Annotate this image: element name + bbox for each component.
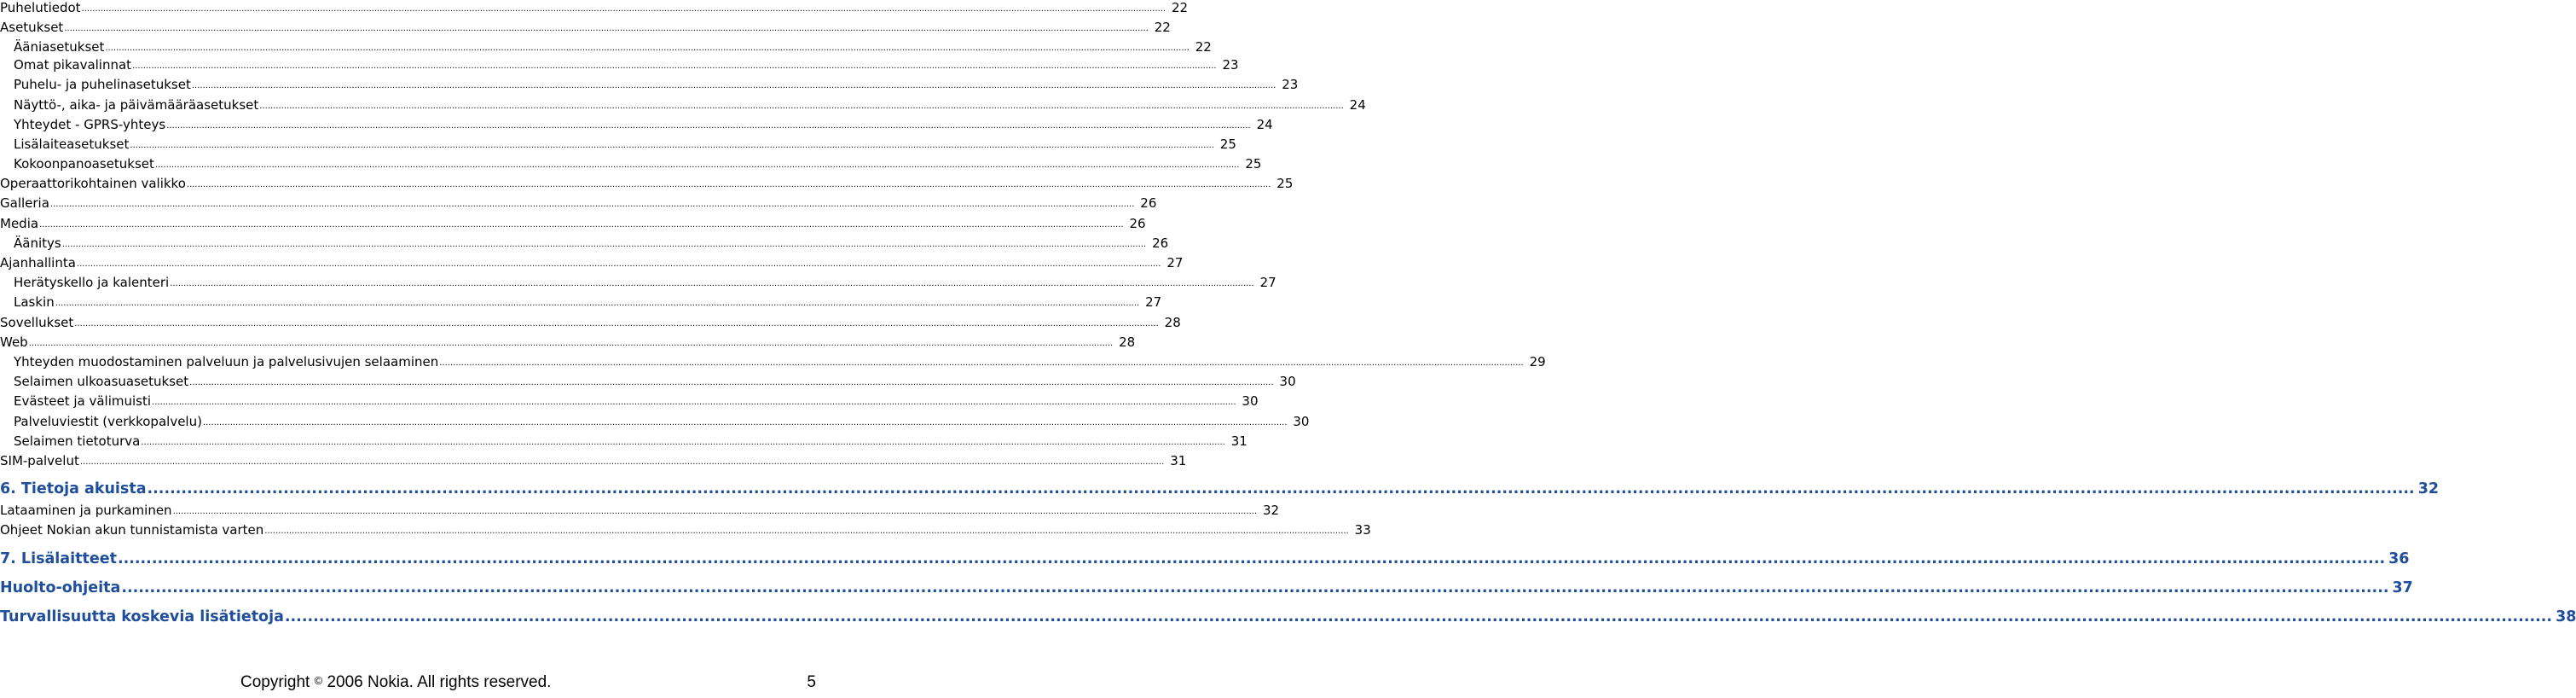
toc-dot-leader: ................................................................................................................................................................................................................................................................................................................................................................................................................ — [152, 398, 1236, 407]
toc-entry-title: Selaimen ulkoasuasetukset — [14, 374, 189, 389]
copyright-footer — [240, 673, 551, 692]
toc-entry-title: SIM-palvelut — [0, 453, 79, 468]
toc-dot-leader: ................................................................................................................................................................................................................................................................................................................................................................................................................ — [64, 24, 1149, 33]
toc-dot-leader: ................................................................................................................................................................................................................................................................................................................................................................................................................ — [186, 180, 1271, 189]
toc-entry — [0, 137, 1236, 152]
toc-entry — [0, 334, 1136, 350]
toc-chapter-entry — [0, 608, 2576, 625]
toc-dot-leader: ................................................................................................................................................................................................................................................................................................................................................................................................................ — [105, 44, 1190, 53]
toc-entry — [0, 354, 1546, 369]
toc-entry — [0, 176, 1294, 191]
toc-entry-title: Puhelutiedot — [0, 0, 81, 15]
toc-entry — [0, 503, 1280, 518]
toc-entry — [0, 156, 1262, 172]
toc-dot-leader: ................................................................................................................................................................................................................................................................................................................................................................................................................ — [130, 141, 1214, 150]
toc-entry-title: Omat pikavalinnat — [14, 57, 132, 73]
toc-entry-title: Yhteydet - GPRS-yhteys — [14, 117, 166, 132]
toc-entry — [0, 315, 1181, 330]
toc-dot-leader: ................................................................................................................................................................................................................................................................................................................................................................................................................ — [166, 121, 1251, 131]
copyright-symbol: © — [314, 674, 323, 687]
toc-entry — [0, 453, 1187, 468]
toc-entry-page: 22 — [1154, 20, 1171, 35]
toc-entry — [0, 97, 1366, 113]
toc-entry-page: 32 — [1262, 503, 1280, 518]
toc-entry-page: 30 — [1279, 374, 1296, 389]
toc-entry-title: Evästeet ja välimuisti — [14, 393, 152, 409]
toc-dot-leader: ................................................................................................................................................................................................................................................................................................................................................................................................................ — [74, 319, 1159, 329]
toc-entry — [0, 414, 1310, 429]
toc-entry — [0, 117, 1273, 132]
toc-entry-title: Ääniasetukset — [14, 39, 105, 55]
toc-entry — [0, 195, 1157, 211]
toc-entry-page: 23 — [1222, 57, 1239, 73]
toc-dot-leader: ................................................................................................................................................................................................................................................................................................................................................................................................................ — [439, 358, 1524, 368]
toc-entry-title: Galleria — [0, 195, 49, 211]
toc-entry — [0, 275, 1276, 290]
toc-entry-page: 28 — [1164, 315, 1181, 330]
toc-entry — [0, 0, 1189, 15]
toc-entry — [0, 236, 1169, 251]
toc-entry-title: Näyttö-, aika- ja päivämääräasetukset — [14, 97, 259, 113]
toc-dot-leader: ................................................................................................................................................................................................................................................................................................................................................................................................................ — [55, 299, 1140, 308]
toc-entry-page: 28 — [1119, 334, 1136, 350]
toc-entry-page: 25 — [1276, 176, 1294, 191]
toc-entry-page: 29 — [1529, 354, 1546, 369]
toc-dot-leader: ................................................................................................................................................................................................................................................................................................................................................................................................................ — [259, 102, 1344, 111]
toc-entry — [0, 20, 1171, 35]
toc-dot-leader: ................................................................................................................................................................................................................................................................................................................................................................................................................ — [79, 457, 1165, 467]
toc-entry-page: 22 — [1195, 39, 1212, 55]
toc-entry-title: Huolto-ohjeita — [0, 579, 121, 596]
toc-entry — [0, 374, 1296, 389]
toc-entry-page: 31 — [1230, 433, 1247, 449]
toc-dot-leader: ................................................................................................................................................................................................................................................................................................................................................................................................................ — [170, 279, 1254, 288]
toc-entry-page: 25 — [1245, 156, 1262, 172]
toc-dot-leader: ................................................................................................................................................................................................................................................................................................................................................................................................................ — [191, 81, 1276, 90]
toc-dot-leader: ................................................................................................................................................................................................................................................................................................................................................................................................................ — [284, 608, 2553, 625]
toc-entry-title: Lataaminen ja purkaminen — [0, 503, 172, 518]
toc-entry-page: 26 — [1140, 195, 1157, 211]
toc-dot-leader: ................................................................................................................................................................................................................................................................................................................................................................................................................ — [147, 480, 2415, 497]
copyright-suffix: 2006 Nokia. All rights reserved. — [322, 673, 552, 691]
toc-entry-page: 36 — [2388, 550, 2410, 567]
toc-entry-page: 31 — [1170, 453, 1187, 468]
toc-entry-page: 24 — [1349, 97, 1366, 113]
toc-entry-page: 32 — [2417, 480, 2440, 497]
toc-entry-title: 6. Tietoja akuista — [0, 480, 147, 497]
copyright-prefix: Copyright — [240, 673, 315, 691]
toc-dot-leader: ................................................................................................................................................................................................................................................................................................................................................................................................................ — [141, 438, 1225, 447]
toc-entry-page: 24 — [1256, 117, 1273, 132]
toc-entry — [0, 294, 1162, 310]
toc-dot-leader: ................................................................................................................................................................................................................................................................................................................................................................................................................ — [61, 240, 1147, 249]
toc-entry-title: Turvallisuutta koskevia lisätietoja — [0, 608, 284, 625]
toc-entry-title: 7. Lisälaitteet — [0, 550, 117, 567]
toc-entry-page: 26 — [1152, 236, 1169, 251]
toc-entry — [0, 522, 1371, 538]
toc-entry-title: Selaimen tietoturva — [14, 433, 141, 449]
toc-entry-title: Web — [0, 334, 28, 350]
toc-chapter-entry — [0, 579, 2413, 596]
toc-entry-title: Operaattorikohtainen valikko — [0, 176, 186, 191]
toc-chapter-entry — [0, 480, 2440, 497]
toc-entry-page: 30 — [1293, 414, 1310, 429]
toc-entry — [0, 216, 1146, 231]
toc-entry — [0, 39, 1212, 55]
toc-dot-leader: ................................................................................................................................................................................................................................................................................................................................................................................................................ — [28, 339, 1114, 348]
toc-dot-leader: ................................................................................................................................................................................................................................................................................................................................................................................................................ — [172, 507, 1258, 516]
toc-entry — [0, 255, 1184, 270]
toc-dot-leader: ................................................................................................................................................................................................................................................................................................................................................................................................................ — [202, 418, 1288, 428]
toc-entry-title: Ajanhallinta — [0, 255, 76, 270]
toc-chapter-entry — [0, 550, 2410, 567]
toc-entry-page: 30 — [1242, 393, 1259, 409]
toc-dot-leader: ................................................................................................................................................................................................................................................................................................................................................................................................................ — [121, 579, 2389, 596]
toc-entry-page: 27 — [1259, 275, 1276, 290]
toc-entry-page: 27 — [1166, 255, 1184, 270]
toc-entry-page: 25 — [1219, 137, 1236, 152]
toc-entry — [0, 77, 1299, 92]
toc-entry-page: 26 — [1129, 216, 1146, 231]
toc-entry-title: Äänitys — [14, 236, 61, 251]
toc-entry-title: Laskin — [14, 294, 55, 310]
toc-dot-leader: ................................................................................................................................................................................................................................................................................................................................................................................................................ — [264, 526, 1349, 536]
toc-entry-title: Palveluviestit (verkkopalvelu) — [14, 414, 202, 429]
toc-entry-page: 27 — [1145, 294, 1162, 310]
toc-dot-leader: ................................................................................................................................................................................................................................................................................................................................................................................................................ — [76, 259, 1161, 269]
toc-dot-leader: ................................................................................................................................................................................................................................................................................................................................................................................................................ — [49, 200, 1135, 209]
toc-dot-leader: ................................................................................................................................................................................................................................................................................................................................................................................................................ — [154, 160, 1240, 170]
toc-entry-page: 33 — [1354, 522, 1371, 538]
toc-entry-page: 37 — [2392, 579, 2413, 596]
toc-dot-leader: ................................................................................................................................................................................................................................................................................................................................................................................................................ — [117, 550, 2386, 567]
toc-entry-title: Asetukset — [0, 20, 64, 35]
page-number: 5 — [807, 673, 816, 691]
toc-entry-title: Media — [0, 216, 39, 231]
toc-entry — [0, 393, 1259, 409]
toc-entry-page: 23 — [1282, 77, 1299, 92]
toc-dot-leader: ................................................................................................................................................................................................................................................................................................................................................................................................................ — [81, 4, 1166, 14]
toc-dot-leader: ................................................................................................................................................................................................................................................................................................................................................................................................................ — [189, 378, 1274, 387]
toc-dot-leader: ................................................................................................................................................................................................................................................................................................................................................................................................................ — [132, 61, 1217, 71]
toc-entry-title: Sovellukset — [0, 315, 74, 330]
toc-entry-title: Herätyskello ja kalenteri — [14, 275, 170, 290]
toc-entry-title: Lisälaiteasetukset — [14, 137, 130, 152]
toc-entry-title: Puhelu- ja puhelinasetukset — [14, 77, 191, 92]
toc-dot-leader: ................................................................................................................................................................................................................................................................................................................................................................................................................ — [39, 220, 1124, 230]
toc-entry-title: Yhteyden muodostaminen palveluun ja palvelusivujen selaaminen — [14, 354, 439, 369]
toc-entry-page: 22 — [1171, 0, 1189, 15]
toc-entry-title: Kokoonpanoasetukset — [14, 156, 154, 172]
toc-entry-title: Ohjeet Nokian akun tunnistamista varten — [0, 522, 264, 538]
toc-entry — [0, 57, 1239, 73]
toc-entry — [0, 433, 1247, 449]
toc-entry-page: 38 — [2556, 608, 2576, 625]
